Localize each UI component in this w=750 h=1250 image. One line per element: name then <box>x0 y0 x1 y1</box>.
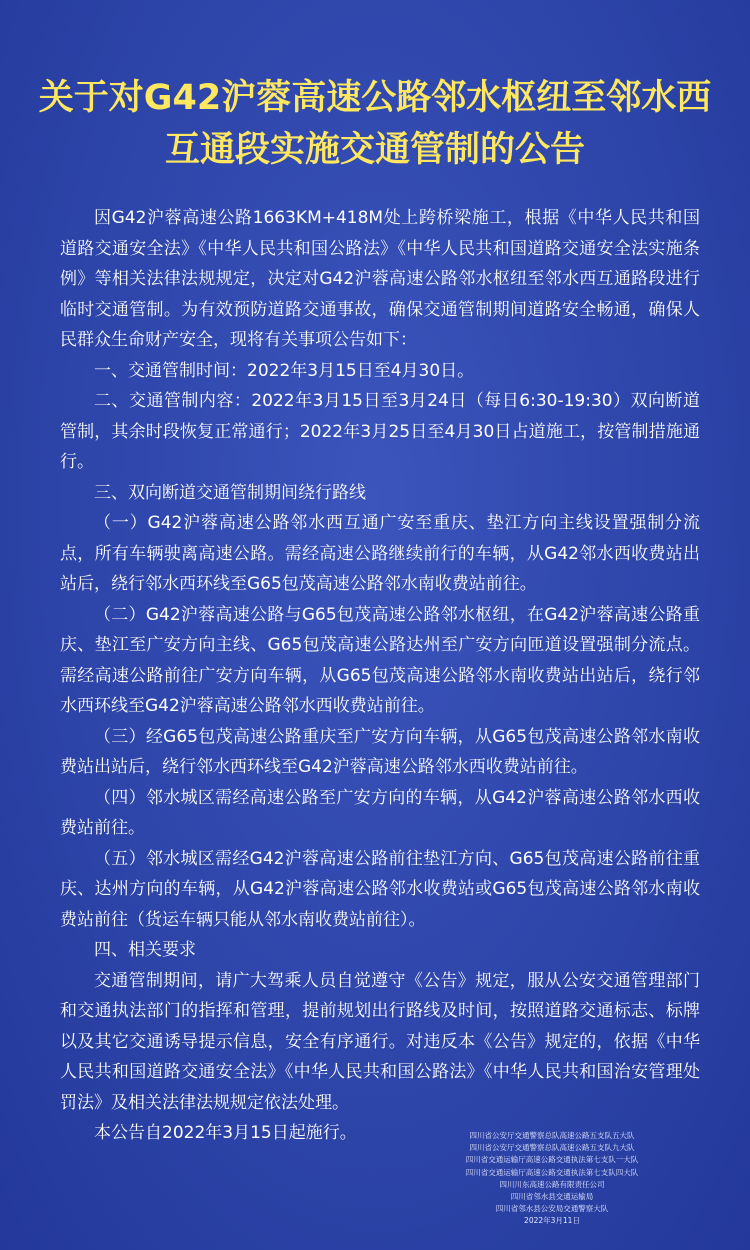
issuer-line: 四川省公安厅交通警察总队高速公路五支队九大队 <box>469 1143 635 1153</box>
detour-item-5: （五）邻水城区需经G42沪蓉高速公路前往垫江方向、G65包茂高速公路前往重庆、达州方向的车辆，从G42沪蓉高速公路邻水收费站或G65包茂高速公路邻水南收费站前往（货运车辆只能从邻水南收费站前往）。 <box>60 848 700 930</box>
issuer-line: 四川省邻水县交通运输局 <box>510 1192 594 1202</box>
notice-body <box>60 203 700 1149</box>
issuer-line: 四川川东高速公路有限责任公司 <box>499 1179 605 1189</box>
effective-date-paragraph: 本公告自2022年3月15日起施行。 <box>94 1123 357 1143</box>
issuer-line: 四川省交通运输厅高速公路交通执法第七支队一大队 <box>465 1155 639 1165</box>
issuer-line: 四川省邻水县公安局交通警察大队 <box>495 1204 609 1214</box>
detour-item-1: （一）G42沪蓉高速公路邻水西互通广安至重庆、垫江方向主线设置强制分流点，所有车辆驶离高速公路。需经高速公路继续前行的车辆，从G42邻水西收费站出站后，绕行邻水西环线至G65包茂高速公路邻水南收费站前往。 <box>60 513 700 594</box>
issuer-line: 四川省公安厅交通警察总队高速公路五支队五大队 <box>469 1131 635 1140</box>
issuer-line: 四川省交通运输厅高速公路交通执法第七支队四大队 <box>465 1167 639 1177</box>
notice-title-line-2: 互通段实施交通管制的公告 <box>164 130 585 170</box>
notice-title-line-1: 关于对G42沪蓉高速公路邻水枢纽至邻水西 <box>38 78 712 118</box>
issue-date: 2022年3月11日 <box>524 1216 580 1226</box>
detour-item-3: （三）经G65包茂高速公路重庆至广安方向车辆，从G65包茂高速公路邻水南收费站出站后，绕行邻水西环线至G42沪蓉高速公路邻水西收费站前往。 <box>60 726 700 777</box>
requirements-paragraph: 交通管制期间，请广大驾乘人员自觉遵守《公告》规定，服从公安交通管理部门和交通执法部门的指挥和管理，提前规划出行路线及时间，按照道路交通标志、标牌以及其它交通诱导提示信息，安全有序通行。对违反本《公告》规定的，依据《中华人民共和国道路交通安全法》《中华人民共和国公路法》《中华人民共和国治安管理处罚法》及相关法律法规规定依法处理。 <box>60 970 700 1113</box>
detour-item-4: （四）邻水城区需经高速公路至广安方向的车辆，从G42沪蓉高速公路邻水西收费站前往。 <box>60 787 700 838</box>
notice-title <box>0 72 750 176</box>
section-1-control-time: 一、交通管制时间：2022年3月15日至4月30日。 <box>94 360 475 381</box>
intro-paragraph: 因G42沪蓉高速公路1663KM+418M处上跨桥梁施工，根据《中华人民共和国道路交通安全法》《中华人民共和国公路法》《中华人民共和国道路交通安全法实施条例》等相关法律法规规定，决定对G42沪蓉高速公路邻水枢纽至邻水西互通路段进行临时交通管制。为有效预防道路交通事故，确保交通管制期间道路安全畅通，确保人民群众生命财产安全，现将有关事项公告如下： <box>60 208 700 350</box>
issuing-authorities <box>412 1130 692 1228</box>
section-3-heading: 三、双向断道交通管制期间绕行路线 <box>94 482 366 503</box>
detour-item-2: （二）G42沪蓉高速公路与G65包茂高速公路邻水枢纽，在G42沪蓉高速公路重庆、垫江至广安方向主线、G65包茂高速公路达州至广安方向匝道设置强制分流点。需经高速公路前往广安方向车辆，从G65包茂高速公路邻水南收费站出站后，绕行邻水西环线至G42沪蓉高速公路邻水西收费站前往。 <box>60 604 700 716</box>
section-2-control-content: 二、交通管制内容：2022年3月15日至3月24日（每日6:30-19:30）双向断道管制，其余时段恢复正常通行；2022年3月25日至4月30日占道施工，按管制措施通行。 <box>60 391 700 472</box>
section-4-heading: 四、相关要求 <box>94 940 196 960</box>
